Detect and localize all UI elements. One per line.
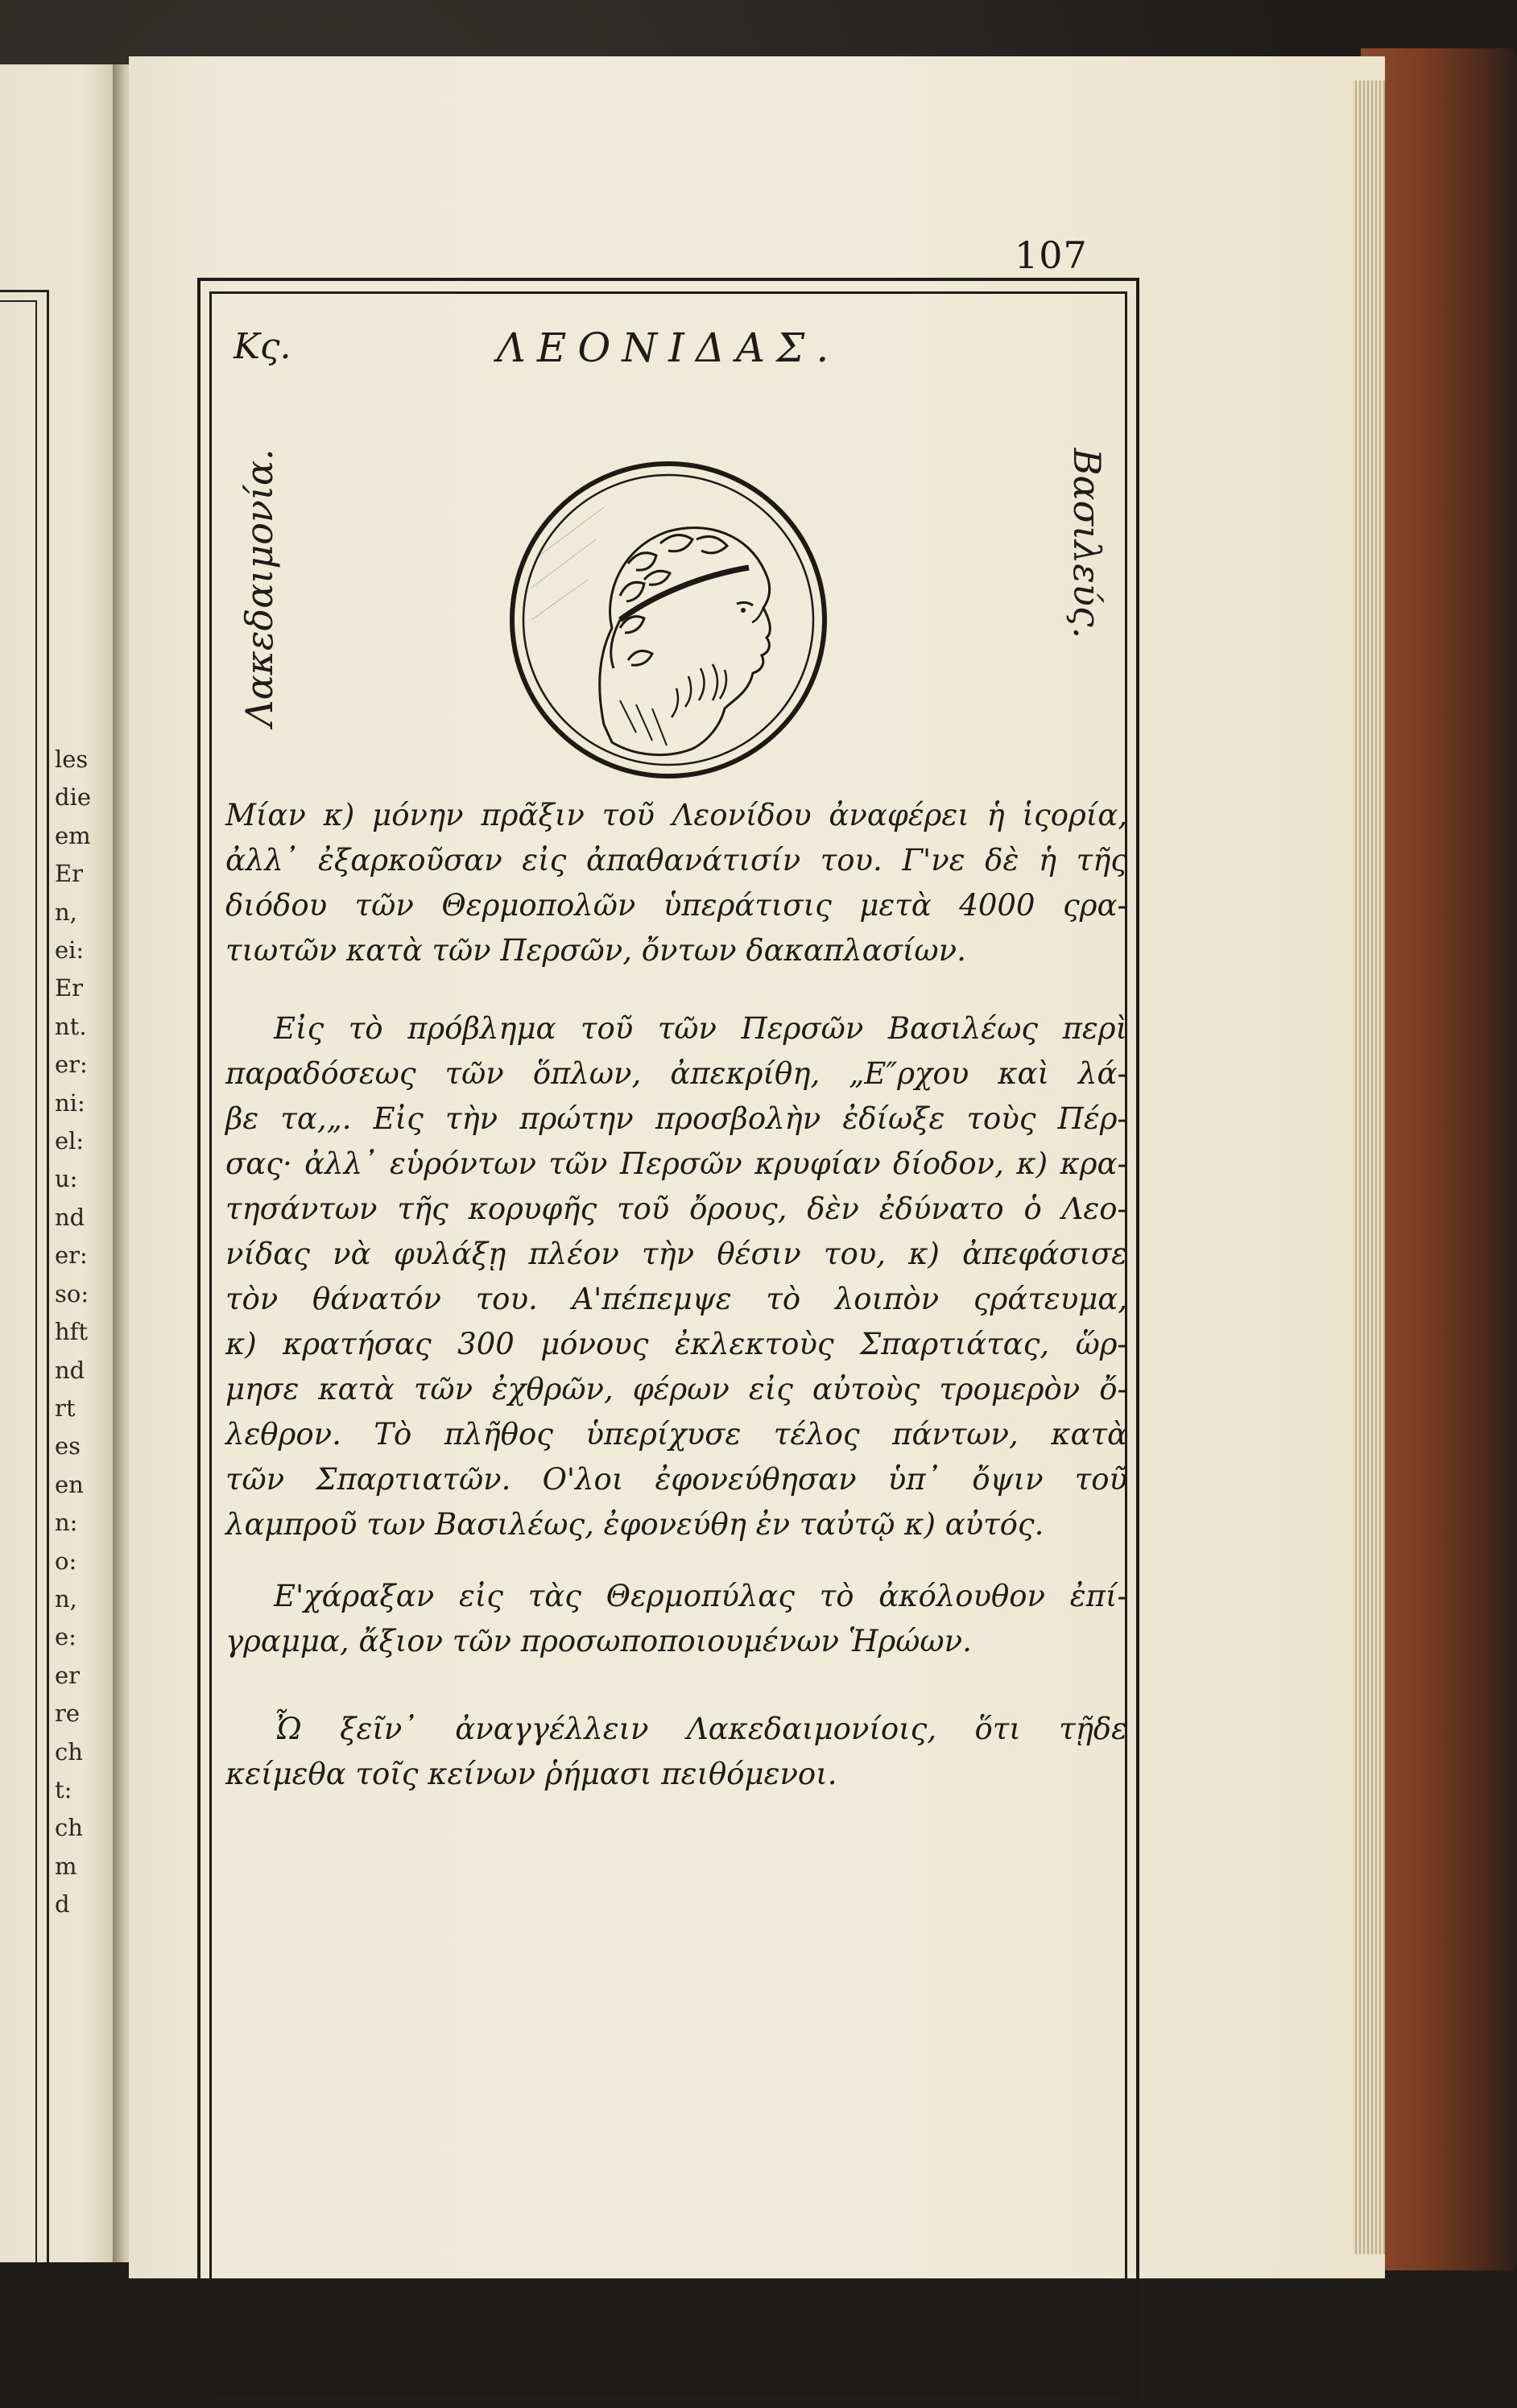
- facing-page-line: u:: [55, 1165, 78, 1193]
- facing-page-line: re: [55, 1700, 81, 1728]
- text-line: Ὦ ξεῖν᾽ ἀναγγέλλειν Λακεδαιμονίοις, ὅτι τῇδε: [274, 1712, 1127, 1746]
- facing-page-line: rt: [55, 1394, 76, 1422]
- facing-page-line: d: [55, 1890, 70, 1919]
- facing-page-line: es: [55, 1432, 81, 1460]
- page-edges: [1353, 81, 1385, 2254]
- facing-page-line: en: [55, 1470, 84, 1498]
- facing-page-line: ch: [55, 1737, 83, 1766]
- coin-portrait-icon: [507, 459, 829, 781]
- facing-page-line: Er: [55, 860, 84, 888]
- facing-page-line: hft: [55, 1318, 89, 1346]
- text-line: σας· ἀλλ᾽ εὑρόντων τῶν Περσῶν κρυφίαν δίοδον, κ) κρα-: [225, 1146, 1127, 1181]
- facing-page-line: er:: [55, 1241, 88, 1270]
- text-line: Ε'χάραξαν εἰς τὰς Θερμοπύλας τὸ ἀκόλουθον ἐπί-: [274, 1579, 1127, 1613]
- facing-page-line: ei:: [55, 936, 85, 964]
- paragraph-3: [225, 1574, 1127, 1664]
- text-line: παραδόσεως τῶν ὅπλων, ἀπεκρίθη, „Ε″ρχου καὶ λά-: [225, 1056, 1127, 1091]
- text-line: κείμεθα τοῖς κείνων ῥήμασι πειθόμενοι.: [225, 1757, 837, 1791]
- facing-page-line: so:: [55, 1279, 89, 1307]
- text-line: νίδας νὰ φυλάξῃ πλέον τὴν θέσιν του, κ) ἀπεφάσισε: [225, 1237, 1127, 1271]
- side-label-left: [235, 435, 283, 741]
- text-line: διόδου τῶν Θερμοπολῶν ὑπεράτισις μετὰ 4000 ςρα-: [225, 888, 1127, 923]
- facing-page-line: t:: [55, 1775, 72, 1803]
- text-line: τιωτῶν κατὰ τῶν Περσῶν, ὄντων δακαπλασίων.: [225, 933, 966, 968]
- facing-page-line: ni:: [55, 1088, 85, 1117]
- facing-page-line: er:: [55, 1051, 88, 1079]
- text-line: Εἰς τὸ πρόβλημα τοῦ τῶν Περσῶν Βασιλέως περὶ: [274, 1011, 1127, 1046]
- facing-page-line: e:: [55, 1623, 76, 1651]
- paragraph-2: [225, 1006, 1127, 1547]
- facing-page: [0, 64, 121, 2262]
- side-label-left-text: Λακεδαιμονία.: [238, 448, 281, 727]
- text-line: βε τα,„. Εἰς τὴν πρώτην προσβολὴν ἐδίωξε τοὺς Πέρ-: [225, 1101, 1127, 1136]
- paragraph-1: [225, 793, 1127, 973]
- facing-page-line: Er: [55, 974, 84, 1002]
- facing-page-frame: [0, 290, 49, 2262]
- text-line: τησάντων τῆς κορυφῆς τοῦ ὄρους, δὲν ἐδύνατο ὁ Λεο-: [225, 1192, 1127, 1226]
- side-label-right-text: Βασιλεύς.: [1065, 448, 1109, 639]
- text-line: Μίαν κ) μόνην πρᾶξιν τοῦ Λεονίδου ἀναφέρει ἡ ἱςορία,: [225, 798, 1127, 832]
- text-line: μησε κατὰ τῶν ἐχθρῶν, φέρων εἰς αὐτοὺς τρομερὸν ὄ-: [225, 1372, 1127, 1406]
- facing-page-line: el:: [55, 1127, 85, 1155]
- facing-page-line: ch: [55, 1814, 83, 1842]
- side-label-right: [1063, 435, 1111, 652]
- text-line: κ) κρατήσας 300 μόνους ἐκλεκτοὺς Σπαρτιάτας, ὥρ-: [225, 1327, 1127, 1361]
- facing-page-line: die: [55, 783, 92, 812]
- text-line: τὸν θάνατόν του. Α'πέπεμψε τὸ λοιπὸν ςράτευμα,: [225, 1282, 1127, 1316]
- entry-number: Κς.: [234, 326, 291, 367]
- text-line: γραμμα, ἄξιον τῶν προσωποποιουμένων Ἡρώων.: [225, 1624, 972, 1658]
- facing-page-line: nt.: [55, 1012, 87, 1040]
- facing-page-line: n,: [55, 1584, 77, 1613]
- text-line: τῶν Σπαρτιατῶν. Ο'λοι ἐφονεύθησαν ὑπ᾽ ὄψιν τοῦ: [225, 1462, 1127, 1497]
- facing-page-line: n,: [55, 898, 77, 926]
- paragraph-4: [225, 1707, 1127, 1797]
- facing-page-line: nd: [55, 1356, 85, 1384]
- facing-page-line: les: [55, 746, 89, 773]
- facing-page-line: nd: [55, 1203, 85, 1231]
- facing-page-line: o:: [55, 1547, 77, 1575]
- entry-title: ΛΕΟΝΙΔΑΣ.: [496, 324, 841, 371]
- facing-page-line: m: [55, 1852, 77, 1880]
- facing-page-line: n:: [55, 1509, 78, 1537]
- text-line: λαμπροῦ των Βασιλέως, ἐφονεύθη ἐν ταὐτῷ κ) αὐτός.: [225, 1507, 1044, 1542]
- facing-page-text: [55, 741, 103, 1924]
- text-line: λεθρον. Τὸ πλῆθος ὑπερίχυσε τέλος πάντων, κατὰ: [225, 1417, 1127, 1452]
- text-line: ἀλλ᾽ ἐξαρκοῦσαν εἰς ἀπαθανάτισίν του. Γ'νε δὲ ἡ τῆς: [225, 843, 1127, 878]
- facing-page-line: em: [55, 821, 91, 849]
- page-number: 107: [1015, 233, 1088, 277]
- facing-page-line: er: [55, 1661, 81, 1689]
